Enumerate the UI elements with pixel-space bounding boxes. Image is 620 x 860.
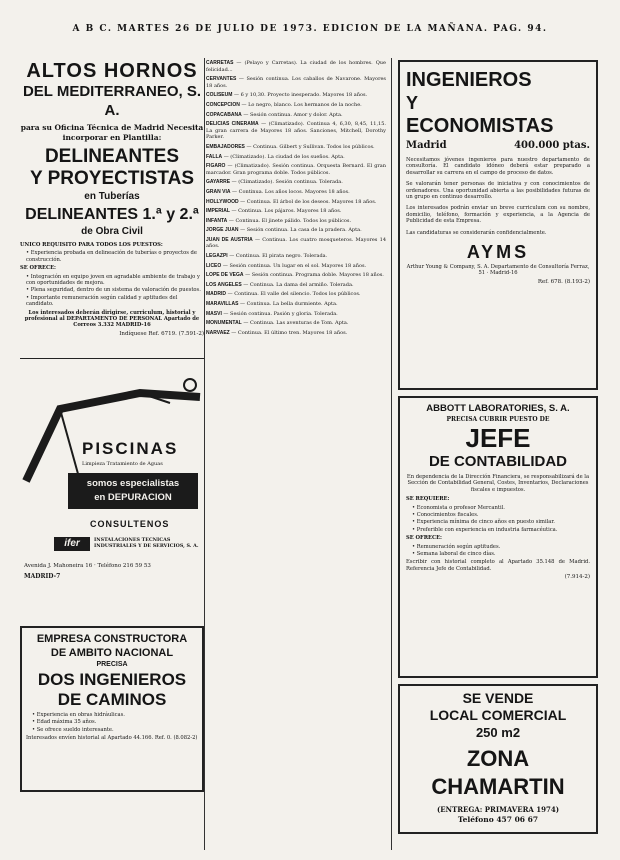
listing-name: CARRETAS — [206, 60, 234, 66]
list-item: • Se ofrece sueldo interesante. — [32, 727, 198, 733]
listing-item: INFANTA — Continua. El jinete pálido. Todos los públicos. — [206, 217, 352, 224]
listing-item: COLISEUM — 6 y 10,30. Proyecto inesperado. Mayores 18 años. — [206, 92, 368, 99]
requirement-list — [26, 250, 204, 263]
listing-item: LICEO — Sesión continua. Un lugar en el sol. Mayores 18 años. — [206, 262, 367, 269]
list-item: • Edad máxima 35 años. — [32, 719, 198, 725]
listing-text: Continua. Los años locos. Mayores 18 años. — [238, 188, 350, 195]
list-item: • Plena seguridad, dentro de un sistema de valoración de puestos. — [26, 287, 204, 293]
requirement-list — [412, 505, 590, 534]
listing-text: Sesión continua. Un lugar en el sol. Mayores 18 años. — [229, 262, 367, 269]
ad-empresa-constructora — [20, 626, 204, 792]
contact-info: Interesados envíen historial al Apartado 44.166. Ref. 0. (8.082-2) — [26, 735, 198, 742]
ad-description: En dependencia de la Dirección Financiera, se responsabilizará de la Sección de Contabilidad General, Costes, Inventarios, Declaraciones fiscales e impuestos. — [406, 474, 590, 493]
list-item: • Experiencia mínima de cinco años en puesto similar. — [412, 519, 590, 525]
listing-text: Continua. Los cuatro mosqueteros. Mayores 14 años. — [206, 236, 386, 250]
ad-title: INGENIEROS — [406, 69, 532, 91]
role-subtitle: de Obra Civil — [81, 226, 143, 237]
ad-size: 250 m2 — [475, 725, 521, 740]
brand-line: INSTALACIONES TECNICAS INDUSTRIALES Y DE SERVICIOS, S. A. — [94, 537, 199, 549]
column-left — [20, 60, 204, 850]
ad-piscinas — [20, 358, 204, 620]
offer-list — [412, 544, 590, 558]
listing-name: CONCEPCION — [206, 101, 240, 108]
company-name: ABBOTT LABORATORIES, S. A. — [426, 403, 570, 414]
listing-item: CARRETAS — (Pelayo y Carretas). La ciudad de los hombres. Que felicidad... — [206, 60, 386, 73]
ad-title: ZONA CHAMARTIN — [431, 746, 565, 799]
ad-reference: Indíquese Ref. 6719. (7.591-2) — [119, 330, 204, 337]
slogan-line: en DEPURACION — [94, 492, 172, 503]
listing-name: FIGARO — [206, 163, 226, 170]
ad-heading: EMPRESA CONSTRUCTORA — [36, 633, 188, 645]
listing-text: (Climatizado). Sesión continua. Tolerada. — [238, 179, 343, 186]
company-city: MADRID-7 — [24, 573, 61, 580]
listing-text: Lo negro, blanco. Los hermanos de la noche. — [248, 101, 362, 108]
ad-precisa: PRECISA — [96, 661, 128, 668]
listing-text: Continua. El árbol de los deseos. Mayores 18 años. — [246, 198, 377, 205]
contact-info: Escribir con historial completo al Apartado 35.148 de Madrid. Referencia Jefe de Contabilidad. — [406, 559, 590, 572]
list-item: • Importante remuneración según calidad y aptitudes del candidato. — [26, 295, 204, 308]
ad-ingenieros — [398, 60, 598, 390]
ad-title-company: DEL MEDITERRANEO, S. A. — [22, 83, 202, 119]
offer-heading: SE OFRECE: — [20, 265, 56, 272]
requirement-heading: SE REQUIERE: — [406, 496, 450, 503]
listing-name: MONUMENTAL — [206, 320, 242, 327]
role-title: DELINEANTES — [44, 146, 180, 167]
role-title: DELINEANTES 1.ª y 2.ª — [25, 206, 199, 223]
ad-altos-hornos — [20, 60, 204, 352]
listing-name: INFANTA — [206, 217, 228, 224]
column-divider — [391, 58, 392, 850]
list-item: • Semana laboral de cinco días. — [412, 551, 590, 557]
page-header: A B C. MARTES 26 DE JULIO DE 1973. EDICION DE LA MAÑANA. PAG. 94. — [72, 24, 548, 34]
listing-item: MARAVILLAS — Continua. La bella durmiente. Apta. — [206, 301, 338, 308]
ad-title: DE CAMINOS — [57, 690, 167, 709]
listing-item: LOS ANGELES — Continua. La dama del armiño. Tolerada. — [206, 281, 354, 288]
ad-title: ECONOMISTAS — [406, 115, 554, 137]
listing-name: COLISEUM — [206, 92, 233, 99]
column-cinema-listings — [206, 60, 386, 850]
requirement-heading: UNICO REQUISITO PARA TODOS LOS PUESTOS: — [20, 242, 163, 248]
list-item: • Integración en equipo joven en agradable ambiente de trabajo y con oportunidades de mejora. — [26, 274, 204, 287]
listing-name: LOS ANGELES — [206, 281, 242, 288]
ad-body: Se valorarán tener personas de iniciativa y con conocimientos de ordenadores. Una oportunidad abierta a las posibilidades futuras de un grupo en continuo desarrollo. — [406, 181, 590, 201]
brand-logo: ifer — [54, 537, 90, 551]
listing-text: Continua. La dama del armiño. Tolerada. — [249, 281, 354, 288]
listing-text: 6 y 10,30. Proyecto inesperado. Mayores 18 años. — [240, 92, 368, 99]
listing-item: GRAN VIA — Continua. Los años locos. Mayores 18 años. — [206, 188, 350, 195]
listing-text: Continua. Las aventuras de Tom. Apta. — [249, 320, 349, 327]
listing-text: Continua. El último tren. Mayores 18 años. — [237, 329, 348, 336]
role-title: Y PROYECTISTAS — [30, 168, 194, 189]
ad-body: Los interesados podrán enviar un breve curriculum con su nombre, domicilio, teléfono, formación y experiencia, a la Agencia de Publicidad de esta Empresa. — [406, 205, 590, 225]
ad-body: Las candidaturas se considerarán confidencialmente. — [406, 229, 547, 236]
job-salary: 400.000 ptas. — [514, 140, 590, 151]
listing-item: FIGARO — (Climatizado). Sesión continua. Orquesta Bernard. El gran marcador. Gran programa doble. Todos públicos. — [206, 163, 386, 176]
contact-info: Arthur Young & Company, S. A. Departamento de Consultoría Ferraz, 51 · Madrid-16 — [406, 264, 590, 277]
listing-text: (Climatizado). La ciudad de los sueños. Apta. — [230, 153, 345, 160]
ad-title: ALTOS HORNOS — [26, 60, 198, 82]
listing-text: Continua. Los pájaros. Mayores 18 años. — [238, 208, 342, 215]
listing-name: GAYARRE — [206, 179, 231, 186]
listing-item: HOLLYWOOD — Continua. El árbol de los deseos. Mayores 18 años. — [206, 198, 377, 205]
listing-text: Continua. El valle del silencio. Todos los públicos. — [234, 291, 361, 298]
listing-item: MADRID — Continua. El valle del silencio. Todos los públicos. — [206, 291, 361, 298]
listing-name: LEGAZPI — [206, 253, 228, 260]
listing-text: Sesión continua. Programa doble. Mayores 18 años. — [251, 272, 384, 279]
listing-name: JORGE JUAN — [206, 227, 239, 234]
ad-heading: SE VENDE — [462, 690, 534, 706]
listing-text: Sesión continua. Amor y dolor. Apta. — [249, 111, 343, 118]
listing-text: Continua. La bella durmiente. Apta. — [246, 301, 338, 308]
listing-item: LOPE DE VEGA — Sesión continua. Programa doble. Mayores 18 años. — [206, 272, 384, 279]
offer-list — [26, 274, 204, 308]
listing-name: HOLLYWOOD — [206, 198, 239, 205]
listing-text: Sesión continua. La casa de la pradera. Apta. — [246, 227, 362, 234]
ad-heading: DE AMBITO NACIONAL — [50, 647, 174, 659]
listing-item: CONCEPCION — Lo negro, blanco. Los hermanos de la noche. — [206, 101, 362, 108]
list-item: • Economista o profesor Mercantil. — [412, 505, 590, 511]
listing-item: EMBAJADORES — Continua. Gilbert y Sullivan. Todos los públicos. — [206, 143, 375, 150]
ad-local-comercial — [398, 684, 598, 834]
slogan-line: somos especialistas — [86, 478, 180, 489]
listing-item: MONUMENTAL — Continua. Las aventuras de Tom. Apta. — [206, 320, 349, 327]
ad-title: JEFE — [465, 423, 531, 453]
listing-name: GRAN VIA — [206, 188, 231, 195]
requirement-list — [32, 712, 198, 733]
ad-need: PRECISA CUBRIR PUESTO DE — [446, 416, 550, 423]
listing-text: (Climatizado). Sesión continua. Orquesta Bernard. El gran marcador. Gran programa doble. Todos públicos. — [206, 163, 386, 176]
listing-name: CERVANTES — [206, 76, 237, 83]
salary-row — [406, 140, 590, 151]
listing-name: EMBAJADORES — [206, 143, 245, 150]
delivery-info: (ENTREGA: PRIMAVERA 1974) — [436, 805, 560, 814]
listing-text: Continua. El jinete pálido. Todos los públicos. — [235, 217, 352, 224]
listing-name: MASVI — [206, 310, 222, 317]
listing-text: Sesión continua. Pasión y gloria. Tolerada. — [230, 310, 338, 317]
list-item: • Remuneración según aptitudes. — [412, 544, 590, 550]
listing-text: Continua. Gilbert y Sullivan. Todos los públicos. — [253, 143, 375, 150]
ad-title: PISCINAS — [82, 439, 179, 458]
ad-body: Necesitamos jóvenes ingenieros para nuestro departamento de consultoría. El candidato idóneo deberá estar preparado a desarrollar su carrera en el campo de proceso de datos. — [406, 157, 590, 176]
listing-item: COPACABANA — Sesión continua. Amor y dolor. Apta. — [206, 111, 343, 118]
ad-title: Y — [406, 93, 419, 113]
job-city: Madrid — [406, 140, 447, 151]
role-subtitle: en Tuberías — [84, 191, 140, 202]
ad-reference: Ref. 678. (8.193-2) — [537, 278, 590, 285]
listing-name: LOPE DE VEGA — [206, 272, 244, 279]
slogan-band — [68, 473, 198, 509]
listings — [206, 60, 386, 336]
column-right — [398, 60, 598, 850]
ad-subtitle: Limpieza Tratamiento de Aguas — [82, 461, 163, 467]
ad-title: DE CONTABILIDAD — [428, 453, 568, 470]
listing-name: MARAVILLAS — [206, 301, 239, 308]
listing-name: LICEO — [206, 262, 222, 269]
listing-item: CERVANTES — Sesión continua. Los caballos de Navarone. Mayores 18 años. — [206, 76, 386, 89]
listing-name: IMPERIAL — [206, 208, 230, 215]
ad-abbott — [398, 396, 598, 678]
list-item: • Experiencia probada en delineación de tuberías o proyectos de construcción. — [26, 250, 204, 263]
listing-name: MADRID — [206, 291, 226, 298]
listing-item: MASVI — Sesión continua. Pasión y gloria. Tolerada. — [206, 310, 338, 317]
listing-text: Sesión continua. Los caballos de Navarone. Mayores 18 años. — [206, 76, 386, 89]
brand-logo: AYMS — [466, 242, 530, 263]
listing-name: JUAN DE AUSTRIA — [206, 236, 253, 243]
ad-heading: LOCAL COMERCIAL — [429, 707, 567, 723]
list-item: • Preferible con experiencia en industria farmacéutica. — [412, 527, 590, 533]
listing-item: DELICIAS CINERAMA — (Climatizado). Continua 4, 6,30, 8,45, 11,15. La gran carrera de Mayores 18 años. Sanciones, Mitchell, Dorothy Parker. — [206, 121, 386, 141]
listing-item: NARVAEZ — Continua. El último tren. Mayores 18 años. — [206, 329, 348, 336]
listing-item: FALLA — (Climatizado). La ciudad de los sueños. Apta. — [206, 153, 345, 160]
ad-title: DOS INGENIEROS — [37, 670, 187, 689]
listing-item: JUAN DE AUSTRIA — Continua. Los cuatro mosqueteros. Mayores 14 años. — [206, 236, 386, 250]
listing-text: (Pelayo y Carretas). La ciudad de los hombres. Que felicidad... — [206, 60, 386, 73]
sun-icon — [184, 379, 196, 391]
listing-name: FALLA — [206, 153, 223, 160]
ad-reference: (7.914-2) — [564, 574, 590, 581]
listing-name: NARVAEZ — [206, 329, 230, 336]
offer-heading: SE OFRECE: — [406, 535, 442, 542]
listing-name: DELICIAS CINERAMA — [206, 121, 259, 128]
ad-intro: para su Oficina Técnica de Madrid Necesita incorporar en Plantilla: — [20, 123, 204, 142]
listing-item: LEGAZPI — Continua. El pirata negro. Tolerada. — [206, 253, 328, 260]
listing-name: COPACABANA — [206, 111, 242, 118]
listing-text: (Climatizado). Continua 4, 6,30, 8,45, 11,15. La gran carrera de Mayores 18 años. Sanciones, Mitchell, Dorothy Parker. — [206, 121, 386, 141]
company-address: Avenida J. Mahoneira 16 · Teléfono 216 59 53 — [24, 563, 151, 569]
phone-number: Teléfono 457 06 67 — [457, 815, 539, 824]
listing-item: IMPERIAL — Continua. Los pájaros. Mayores 18 años. — [206, 208, 342, 215]
list-item: • Experiencia en obras hidráulicas. — [32, 712, 198, 718]
call-to-action: CONSULTENOS — [90, 519, 170, 529]
listing-item: JORGE JUAN — Sesión continua. La casa de la pradera. Apta. — [206, 227, 362, 234]
listing-text: Continua. El pirata negro. Tolerada. — [235, 253, 328, 260]
list-item: • Conocimientos fiscales. — [412, 512, 590, 518]
column-divider — [204, 58, 205, 850]
listing-item: GAYARRE — (Climatizado). Sesión continua. Tolerada. — [206, 179, 343, 186]
contact-info: Los interesados deberán dirigirse, curriculum, historial y profesional al DEPARTAMENTO DE PERSONAL Apartado de Correos 3.332 MADRID-16 — [24, 309, 200, 329]
